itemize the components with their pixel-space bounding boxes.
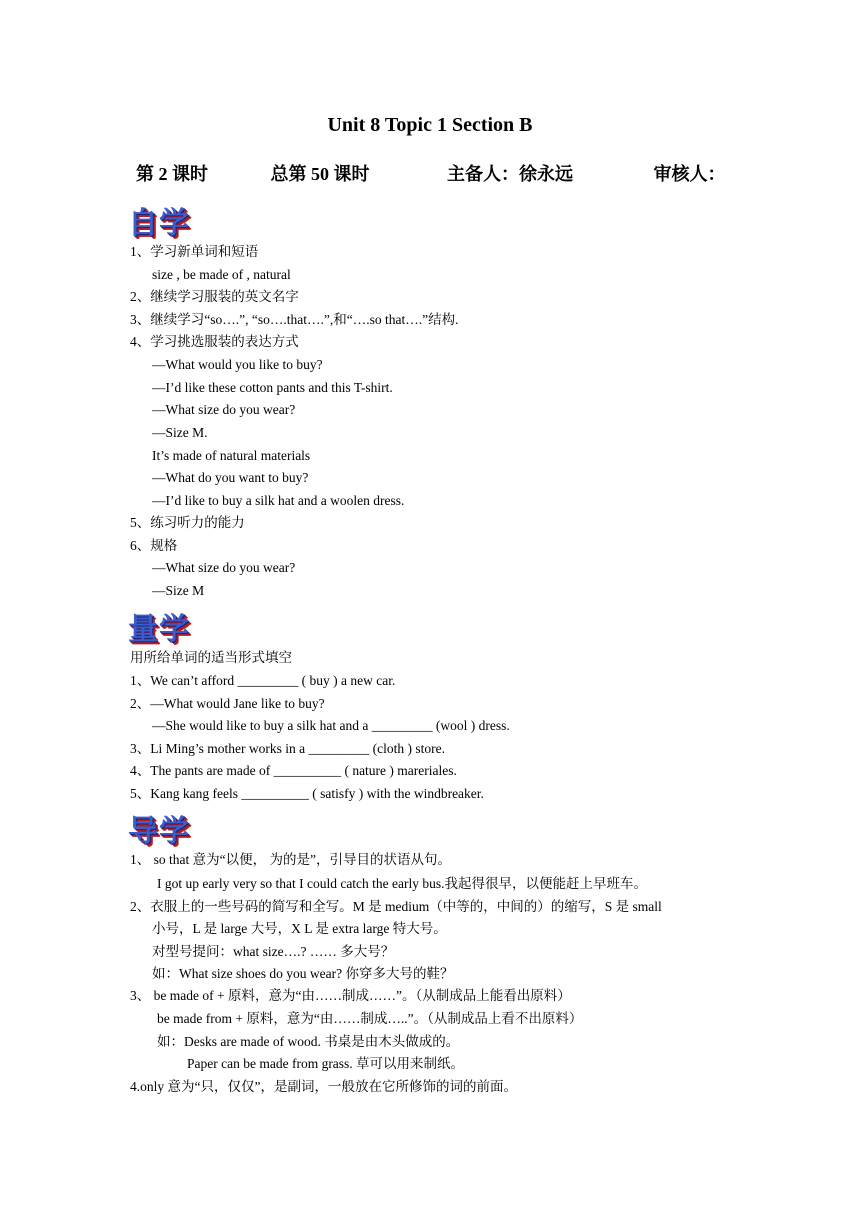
list-item: I got up early very so that I could catch the early bus.我起得很早，以便能赶上早班车。 (157, 876, 648, 891)
list-item: —Size M (152, 583, 205, 598)
list-item: —What size do you wear? (152, 402, 296, 417)
total-lesson-number: 总第 50 课时 (270, 164, 370, 184)
list-item: —She would like to buy a silk hat and a _________ (wool ) dress. (152, 718, 510, 733)
preparer: 主备人：徐永远 (447, 164, 573, 184)
page-title: Unit 8 Topic 1 Section B (327, 114, 533, 136)
list-item: size , be made of , natural (152, 267, 291, 282)
list-item: 3、 be made of + 原料，意为“由……制成……”。（从制成品上能看出原料） (130, 988, 571, 1003)
list-item: 2、继续学习服装的英文名字 (130, 289, 299, 304)
list-item: 6、规格 (130, 538, 178, 553)
list-item: be made from + 原料，意为“由……制成…..”。（从制成品上看不出原料） (157, 1011, 583, 1026)
list-item: It’s made of natural materials (152, 448, 311, 463)
list-item: 小号，L 是 large 大号，X L 是 extra large 特大号。 (152, 921, 447, 936)
list-item: —What would you like to buy? (152, 357, 323, 372)
list-item: 3、Li Ming’s mother works in a _________ (cloth ) store. (130, 741, 445, 756)
section-heading-zixue: 自学 (128, 206, 190, 241)
list-item: —I’d like to buy a silk hat and a woolen dress. (152, 493, 405, 508)
list-item: 4、The pants are made of __________ ( nature ) mareriales. (130, 763, 457, 778)
list-item: 2、衣服上的一些号码的简写和全写。M 是 medium（中等的，中间的）的缩写，S 是 small (130, 899, 662, 914)
list-item: —What do you want to buy? (152, 470, 309, 485)
list-item: 用所给单词的适当形式填空 (130, 650, 292, 665)
list-item: 如：Desks are made of wood. 书桌是由木头做成的。 (157, 1034, 460, 1049)
list-item: 1、We can’t afford _________ ( buy ) a new car. (130, 673, 396, 688)
list-item: 1、学习新单词和短语 (130, 244, 259, 259)
list-item: 4.only 意为“只，仅仅”，是副词，一般放在它所修饰的词的前面。 (130, 1079, 517, 1094)
list-item: 如：What size shoes do you wear? 你穿多大号的鞋？ (152, 966, 454, 981)
list-item: —I’d like these cotton pants and this T-shirt. (152, 380, 393, 395)
list-item: 2、—What would Jane like to buy? (130, 696, 325, 711)
list-item: 5、练习听力的能力 (130, 515, 245, 530)
lesson-number: 第 2 课时 (136, 164, 208, 184)
section-heading-liangxue: 量学 (128, 612, 190, 647)
list-item: Paper can be made from grass. 草可以用来制纸。 (187, 1056, 465, 1071)
list-item: —What size do you wear? (152, 560, 296, 575)
list-item: —Size M. (152, 425, 208, 440)
list-item: 1、 so that 意为“以便， 为的是”，引导目的状语从句。 (130, 852, 451, 867)
list-item: 对型号提问：what size….? …… 多大号？ (152, 944, 395, 959)
lesson-meta (136, 160, 726, 186)
section-heading-daoxue: 导学 (128, 814, 190, 849)
list-item: 5、Kang kang feels __________ ( satisfy ) with the windbreaker. (130, 786, 484, 801)
reviewer: 审核人： (653, 164, 726, 184)
list-item: 3、继续学习“so….”, “so….that….”,和“….so that….”结构. (130, 312, 459, 327)
list-item: 4、学习挑选服装的表达方式 (130, 334, 299, 349)
